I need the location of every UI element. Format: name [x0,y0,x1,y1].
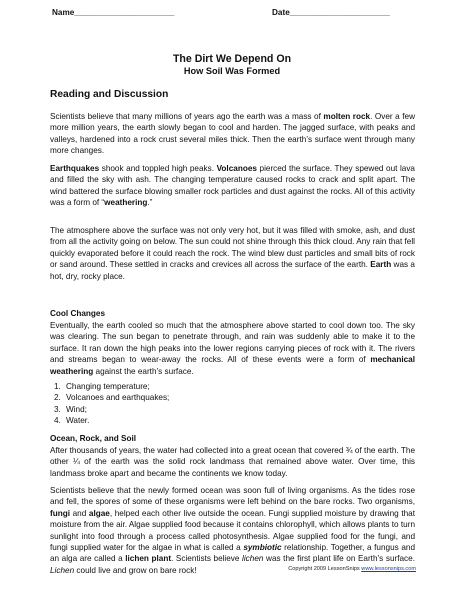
name-field[interactable]: Name______________________ [52,8,175,17]
weathering-list [50,381,169,427]
list-text: Wind; [66,404,87,414]
p1-text-a: Scientists believe that many millions of years ago the earth was a mass of [50,112,324,121]
p6-text-g: relationship. Together, a fungus and an alga are called a [50,543,415,564]
p4-text-c: against the earth’s surface. [93,366,194,376]
p3-term-earth: Earth [370,260,392,270]
p6-text-a: Scientists believe that the newly formed ocean was soon full of living organisms. As the tides rose and fell, the spores of some of these organisms were left behind on the bare rocks. Two organisms, [50,486,415,507]
date-field[interactable]: Date______________________ [272,8,390,17]
p2-text-f: .” [147,198,153,208]
paragraph-6 [50,485,415,576]
p2-text-d: pierced the surface. They spewed out lava and filled the sky with ash. The changing temperature caused rocks to crack and split apart. The wind battered the surface blowing smaller rock particles and dust against the rocks. All of this activity was a form of “ [50,164,415,208]
p6-text-i: . Scientists believe [171,554,243,564]
footer [288,566,416,572]
list-item [50,415,169,426]
paragraph-5 [50,445,415,479]
p4-term-mechanical-weathering: mechanical weathering [50,355,415,376]
list-number: 4. [54,416,61,426]
list-item [50,392,169,403]
copyright-text: Copyright 2009 LessonSnips [288,566,362,572]
list-text: Volcanoes and earthquakes; [66,393,170,403]
p2-text-b: shook and toppled high peaks. [99,164,217,173]
p2-term-volcanoes: Volcanoes [216,164,257,173]
page-subtitle: How Soil Was Formed [183,66,281,76]
paragraph-4 [50,320,415,377]
list-number: 1. [54,382,61,391]
p4-text-a: Eventually, the earth cooled so much that the atmosphere above started to cool down too. The sky was clearing. The sun began to penetrate through, and rain was suddenly able to make it to the surface. It ran down the high peaks into the lower regions carrying pieces of rock with it. The rivers and streams began to wear-away the rocks. All of these events were a form of [50,321,415,365]
list-text: Water. [66,416,90,426]
section-heading: Reading and Discussion [50,89,169,100]
p6-term-lichen-plant: lichen plant [125,554,172,564]
ocean-heading: Ocean, Rock, and Soil [50,434,136,443]
p1-text-c: . Over a few more million years, the earth slowly began to cool and harden. The jagged surface, with peaks and valleys, hardened into a rock crust several miles thick. Then the earth’s surface went through many more changes. [50,112,415,156]
p6-text-e: , helped each other live outside the ocean. Fungi supplied moisture by drawing that moisture from the air. Algae supplied food because it contains chlorophyll, which allows plants to turn sunlight into food through a process called photosynthesis. Algae supplied food for the fungi, and fungi supplied water for the algae in what is called a [50,508,415,553]
p1-term-molten-rock: molten rock [323,112,371,121]
p6-text-k: was the first plant life on Earth’s surface. [263,554,415,564]
paragraph-1 [50,111,415,157]
p3-text-a: The atmosphere above the surface was not only very hot, but it was filled with smoke, ash, and dust from all the activity going on below. The sun could not shine through this thick cloud. Any rain that fell quickly evaporated before it could reach the rock. The wind blew dust particles and small bits of rock or sand around. These settled in cracks and crevices all across the surface of the earth. [50,226,415,270]
cool-changes-heading: Cool Changes [50,309,106,318]
p6-term-fungi: fungi [50,508,71,518]
p5-text-a: After thousands of years, the water had collected into a great ocean that covered ¾ of the earth. The other ¼ of the earth was the solid rock landmass that remained above water. Over time, this landmass broke apart and became the continents we know today. [50,446,415,478]
p6-text-c: and [70,508,89,518]
p6-term-lichen: lichen [242,554,264,564]
p6-term-symbiotic: symbiotic [243,543,282,553]
p6-term-lichen-2: Lichen [50,565,75,575]
list-number: 2. [54,393,61,403]
p6-term-algae: algae [88,508,110,518]
p2-term-weathering: weathering [104,198,148,208]
p3-text-c: was a hot, dry, rocky place. [50,260,415,281]
page-title: The Dirt We Depend On [172,53,292,65]
paragraph-2 [50,163,415,209]
website-link[interactable]: www.lessonsnips.com [361,566,416,572]
paragraph-3 [50,225,415,282]
p2-term-earthquakes: Earthquakes [50,164,100,173]
list-item [50,381,169,392]
list-item [50,404,169,415]
list-text: Changing temperature; [66,382,150,391]
p6-text-m: could live and grow on bare rock! [74,565,197,575]
list-number: 3. [54,404,61,414]
